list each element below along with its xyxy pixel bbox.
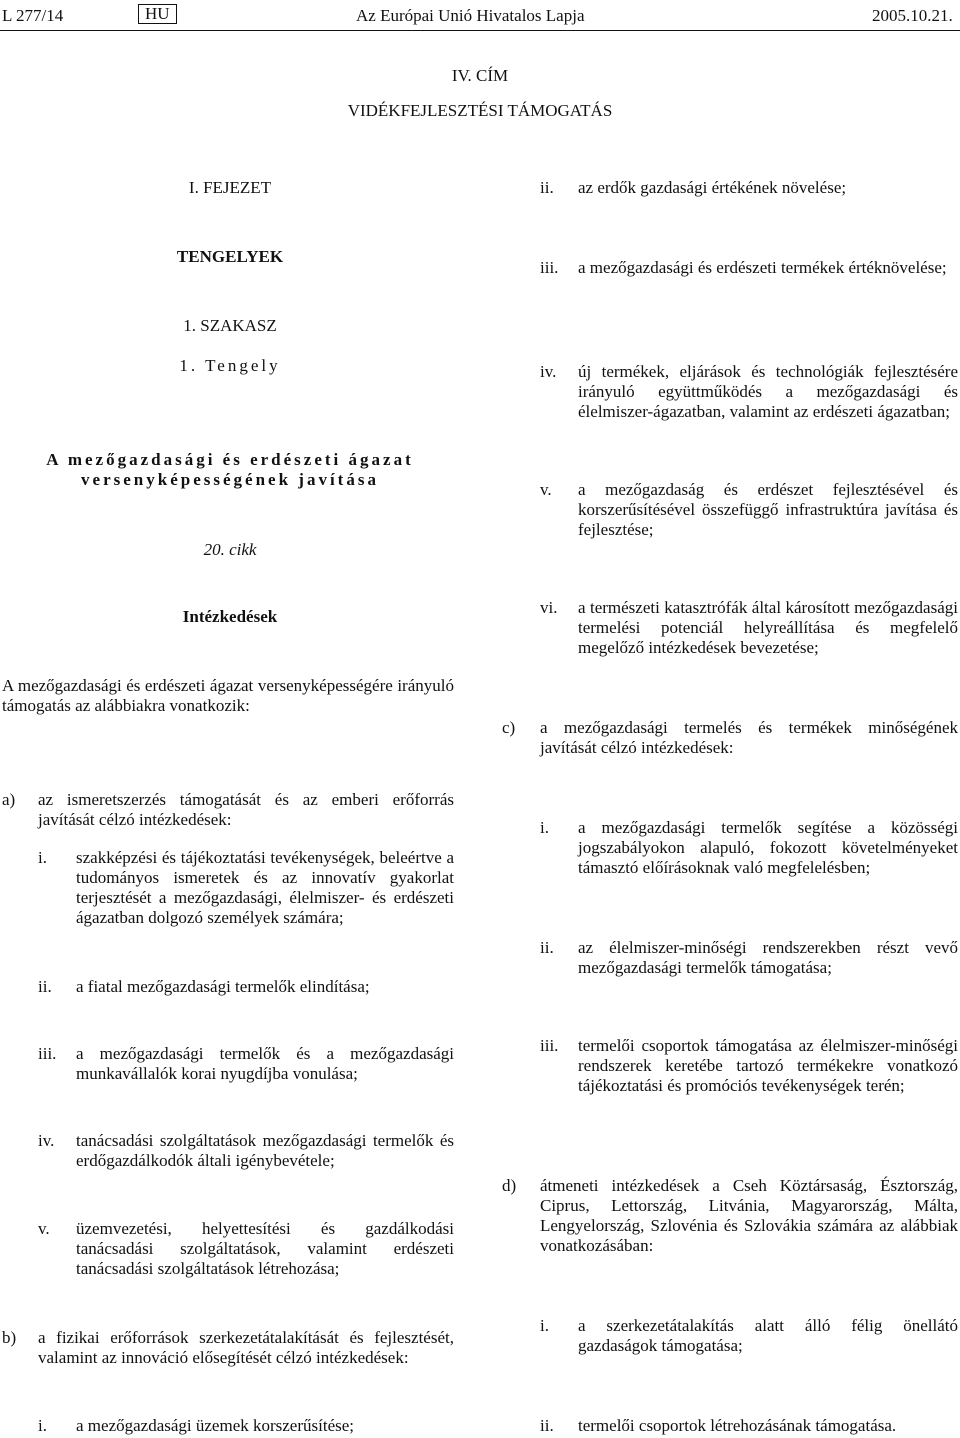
item-a-v-text: üzemvezetési, helyettesítési és gazdálkodási tanácsadási szolgáltatások, valamint erdészeti tanácsadási szolgáltatások létrehozása; <box>76 1219 454 1278</box>
item-a-iii-label: iii. <box>38 1044 57 1063</box>
part-title: VIDÉKFEJLESZTÉSI TÁMOGATÁS <box>347 101 613 120</box>
item-a-text: az ismeretszerzés támogatását és az emberi erőforrás javítását célzó intézkedések: <box>38 790 454 829</box>
item-a-ii-text: a fiatal mezőgazdasági termelők elindítása; <box>76 977 370 996</box>
publication-date: 2005.10.21. <box>872 6 953 25</box>
item-b-ii-text: az erdők gazdasági értékének növelése; <box>578 178 847 197</box>
language-code: HU <box>138 4 177 24</box>
item-c-i-label: i. <box>540 818 549 837</box>
language-code-badge <box>138 4 177 24</box>
item-b-iii-label: iii. <box>540 258 559 277</box>
item-a-iv-label: iv. <box>38 1131 55 1150</box>
item-a-i-label: i. <box>38 848 47 867</box>
chapter-number: I. FEJEZET <box>188 178 272 197</box>
journal-name: Az Európai Unió Hivatalos Lapja <box>356 6 585 25</box>
item-a-label: a) <box>2 790 16 809</box>
chapter-title: TENGELYEK <box>176 247 284 266</box>
item-c-iii-label: iii. <box>540 1036 559 1055</box>
item-c-label: c) <box>502 718 516 737</box>
item-c-iii-text: termelői csoportok támogatása az élelmiszer-minőségi rendszerek keretébe tartozó termékekre vonatkozó tájékoztatási és promóciós tevékenységek terén; <box>578 1036 958 1095</box>
item-b-text: a fizikai erőforrások szerkezetátalakítását és fejlesztését, valamint az innováció elősegítését célzó intézkedések: <box>38 1328 454 1367</box>
header-rule <box>0 30 960 31</box>
item-a-v-label: v. <box>38 1219 50 1238</box>
item-b-i-label: i. <box>38 1416 47 1435</box>
article-intro: A mezőgazdasági és erdészeti ágazat versenyképességére irányuló támogatás az alábbiakra vonatkozik: <box>2 676 454 715</box>
axis-title-line-2: versenyképességének javítása <box>81 470 379 489</box>
item-a-iv-text: tanácsadási szolgáltatások mezőgazdasági termelők és erdőgazdálkodók általi igénybevétele; <box>76 1131 454 1170</box>
item-c-ii-label: ii. <box>540 938 554 957</box>
part-number: IV. CÍM <box>451 66 509 85</box>
item-a-ii-label: ii. <box>38 977 52 996</box>
item-b-ii-label: ii. <box>540 178 554 197</box>
item-a-i-text: szakképzési és tájékoztatási tevékenységek, beleértve a tudományos ismeretek és az innovatív gyakorlat terjesztését a mezőgazdasági, élelmiszer- és erdészeti ágazatban dolgozó személyek számára; <box>76 848 454 927</box>
item-d-ii-text: termelői csoportok létrehozásának támogatása. <box>578 1416 897 1435</box>
item-b-iv-text: új termékek, eljárások és technológiák fejlesztésére irányuló együttműködés a mezőgazdasági és élelmiszer-ágazatban, valamint az erdészeti ágazatban; <box>578 362 958 421</box>
page-reference: L 277/14 <box>2 6 64 25</box>
item-b-v-text: a mezőgazdaság és erdészet fejlesztésével és korszerűsítésével összefüggő infrastruktúra javítása és fejlesztése; <box>578 480 958 539</box>
item-d-i-text: a szerkezetátalakítás alatt álló félig önellátó gazdaságok támogatása; <box>578 1316 958 1355</box>
item-b-label: b) <box>2 1328 17 1347</box>
axis-number: 1. Tengely <box>179 356 281 375</box>
item-d-label: d) <box>502 1176 517 1195</box>
item-d-i-label: i. <box>540 1316 549 1335</box>
article-title: Intézkedések <box>182 607 278 626</box>
item-b-iii-text: a mezőgazdasági és erdészeti termékek értéknövelése; <box>578 258 947 277</box>
item-d-ii-label: ii. <box>540 1416 554 1435</box>
item-c-ii-text: az élelmiszer-minőségi rendszerekben részt vevő mezőgazdasági termelők támogatása; <box>578 938 958 977</box>
item-b-vi-label: vi. <box>540 598 558 617</box>
item-b-iv-label: iv. <box>540 362 557 381</box>
axis-title-line-1: A mezőgazdasági és erdészeti ágazat <box>46 450 414 469</box>
item-d-text: átmeneti intézkedések a Cseh Köztársaság, Észtország, Ciprus, Lettország, Litvánia, Magyarország, Málta, Lengyelország, Szlovénia és Szlovákia számára az alábbiak vonatkozásában: <box>540 1176 958 1255</box>
article-number: 20. cikk <box>203 540 257 559</box>
item-b-i-text: a mezőgazdasági üzemek korszerűsítése; <box>76 1416 355 1435</box>
item-c-text: a mezőgazdasági termelés és termékek minőségének javítását célzó intézkedések: <box>540 718 958 757</box>
section-number: 1. SZAKASZ <box>183 316 277 335</box>
item-a-iii-text: a mezőgazdasági termelők és a mezőgazdasági munkavállalók korai nyugdíjba vonulása; <box>76 1044 454 1083</box>
item-b-vi-text: a természeti katasztrófák által károsított mezőgazdasági termelési potenciál helyreállítása és megfelelő megelőző intézkedések bevezetése; <box>578 598 958 657</box>
item-c-i-text: a mezőgazdasági termelők segítése a közösségi jogszabályokon alapuló, fokozott követelményeket támasztó előírásoknak való megfelelésben; <box>578 818 958 877</box>
item-b-v-label: v. <box>540 480 552 499</box>
